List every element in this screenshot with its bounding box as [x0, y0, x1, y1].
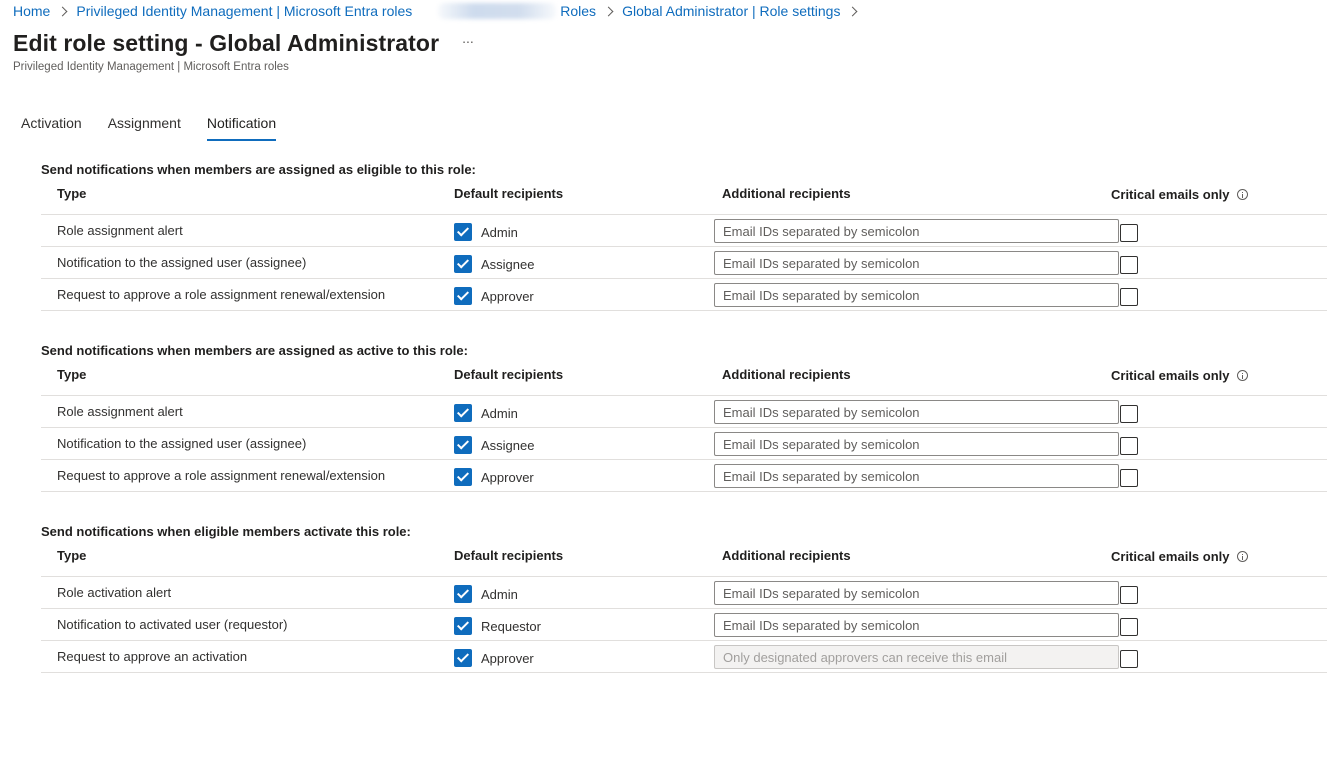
default-recipient [454, 223, 518, 241]
table-row [41, 641, 1327, 673]
tab-assignment[interactable]: Assignment [107, 115, 181, 131]
default-recipient [454, 436, 534, 454]
critical-emails-checkbox[interactable] [1120, 224, 1138, 242]
more-options-button[interactable]: ... [462, 30, 474, 46]
table-row [41, 577, 1327, 609]
additional-recipients-input[interactable] [714, 219, 1119, 243]
default-recipient-checkbox[interactable] [454, 468, 472, 486]
default-recipient [454, 468, 534, 486]
default-recipient [454, 404, 518, 422]
table-row [41, 428, 1327, 460]
default-recipient-checkbox[interactable] [454, 436, 472, 454]
grid-header [41, 361, 1327, 396]
column-header-additional-recipients: Additional recipients [722, 186, 851, 201]
column-header-type: Type [57, 548, 87, 563]
column-header-type: Type [57, 367, 87, 382]
chevron-right-icon [604, 6, 614, 16]
critical-emails-checkbox[interactable] [1120, 288, 1138, 306]
default-recipient-label: Admin [481, 405, 518, 421]
additional-recipients-input [714, 645, 1119, 669]
column-header-critical-emails [1111, 368, 1248, 383]
chevron-right-icon [848, 6, 858, 16]
additional-recipients-input[interactable] [714, 432, 1119, 456]
critical-emails-checkbox[interactable] [1120, 437, 1138, 455]
section-title: Send notifications when eligible members activate this role: [41, 524, 411, 539]
notification-type: Notification to the assigned user (assignee) [57, 436, 307, 451]
notification-section [41, 522, 1327, 673]
default-recipient-label: Requestor [481, 618, 541, 634]
default-recipient-label: Admin [481, 586, 518, 602]
default-recipient-label: Admin [481, 224, 518, 240]
table-row [41, 460, 1327, 492]
notification-type: Request to approve an activation [57, 649, 248, 664]
additional-recipients-input[interactable] [714, 464, 1119, 488]
default-recipient-checkbox[interactable] [454, 255, 472, 273]
tab-notification[interactable]: Notification [207, 113, 276, 141]
page-subtitle: Privileged Identity Management | Microsoft Entra roles [13, 61, 289, 73]
table-row [41, 215, 1327, 247]
breadcrumb-home-link[interactable]: Home [13, 3, 51, 19]
default-recipient-checkbox[interactable] [454, 287, 472, 305]
notification-type: Request to approve a role assignment renewal/extension [57, 468, 386, 483]
breadcrumb-roles-link[interactable]: Roles [560, 3, 597, 19]
additional-recipients-input[interactable] [714, 581, 1119, 605]
critical-emails-label: Critical emails only [1111, 187, 1230, 202]
additional-recipients-input[interactable] [714, 400, 1119, 424]
default-recipient-checkbox[interactable] [454, 617, 472, 635]
default-recipient [454, 287, 534, 305]
info-icon[interactable] [1237, 189, 1248, 200]
chevron-right-icon [58, 6, 68, 16]
notification-type: Request to approve a role assignment renewal/extension [57, 287, 386, 302]
default-recipient [454, 649, 534, 667]
default-recipient-checkbox[interactable] [454, 223, 472, 241]
grid-header [41, 180, 1327, 215]
critical-emails-checkbox[interactable] [1120, 469, 1138, 487]
default-recipient [454, 585, 518, 603]
notification-type: Notification to the assigned user (assignee) [57, 255, 307, 270]
table-row [41, 609, 1327, 641]
default-recipient-checkbox[interactable] [454, 404, 472, 422]
breadcrumb-role-settings-link[interactable]: Global Administrator | Role settings [622, 3, 841, 19]
column-header-additional-recipients: Additional recipients [722, 548, 851, 563]
page-title: Edit role setting - Global Administrator [13, 30, 440, 56]
default-recipient [454, 255, 534, 273]
default-recipient-checkbox[interactable] [454, 649, 472, 667]
column-header-default-recipients: Default recipients [454, 186, 564, 201]
critical-emails-checkbox[interactable] [1120, 586, 1138, 604]
default-recipient-label: Assignee [481, 437, 535, 453]
section-title: Send notifications when members are assigned as active to this role: [41, 343, 468, 358]
table-row [41, 396, 1327, 428]
notification-type: Role assignment alert [57, 223, 183, 238]
breadcrumb [13, 2, 866, 20]
grid-header [41, 542, 1327, 577]
column-header-default-recipients: Default recipients [454, 367, 564, 382]
default-recipient-label: Approver [481, 288, 534, 304]
notification-type: Role assignment alert [57, 404, 183, 419]
breadcrumb-pim-link[interactable]: Privileged Identity Management | Microsoft Entra roles [76, 3, 413, 19]
default-recipient-label: Approver [481, 469, 534, 485]
notification-type: Notification to activated user (requestor) [57, 617, 288, 632]
default-recipient-checkbox[interactable] [454, 585, 472, 603]
additional-recipients-input[interactable] [714, 613, 1119, 637]
critical-emails-label: Critical emails only [1111, 549, 1230, 564]
critical-emails-checkbox[interactable] [1120, 256, 1138, 274]
critical-emails-checkbox[interactable] [1120, 405, 1138, 423]
notification-section [41, 341, 1327, 492]
section-title: Send notifications when members are assigned as eligible to this role: [41, 162, 476, 177]
notification-type: Role activation alert [57, 585, 172, 600]
tab-activation[interactable]: Activation [21, 115, 82, 131]
critical-emails-label: Critical emails only [1111, 368, 1230, 383]
default-recipient [454, 617, 541, 635]
default-recipient-label: Assignee [481, 256, 535, 272]
table-row [41, 247, 1327, 279]
default-recipient-label: Approver [481, 650, 534, 666]
table-row [41, 279, 1327, 311]
notification-section [41, 160, 1327, 311]
column-header-additional-recipients: Additional recipients [722, 367, 851, 382]
column-header-type: Type [57, 186, 87, 201]
column-header-critical-emails [1111, 187, 1248, 202]
tab-list [21, 113, 302, 141]
additional-recipients-input[interactable] [714, 251, 1119, 275]
info-icon[interactable] [1237, 551, 1248, 562]
additional-recipients-input[interactable] [714, 283, 1119, 307]
column-header-default-recipients: Default recipients [454, 548, 564, 563]
critical-emails-checkbox[interactable] [1120, 650, 1138, 668]
column-header-critical-emails [1111, 549, 1248, 564]
critical-emails-checkbox[interactable] [1120, 618, 1138, 636]
info-icon[interactable] [1237, 370, 1248, 381]
breadcrumb-redacted-item [438, 3, 556, 19]
